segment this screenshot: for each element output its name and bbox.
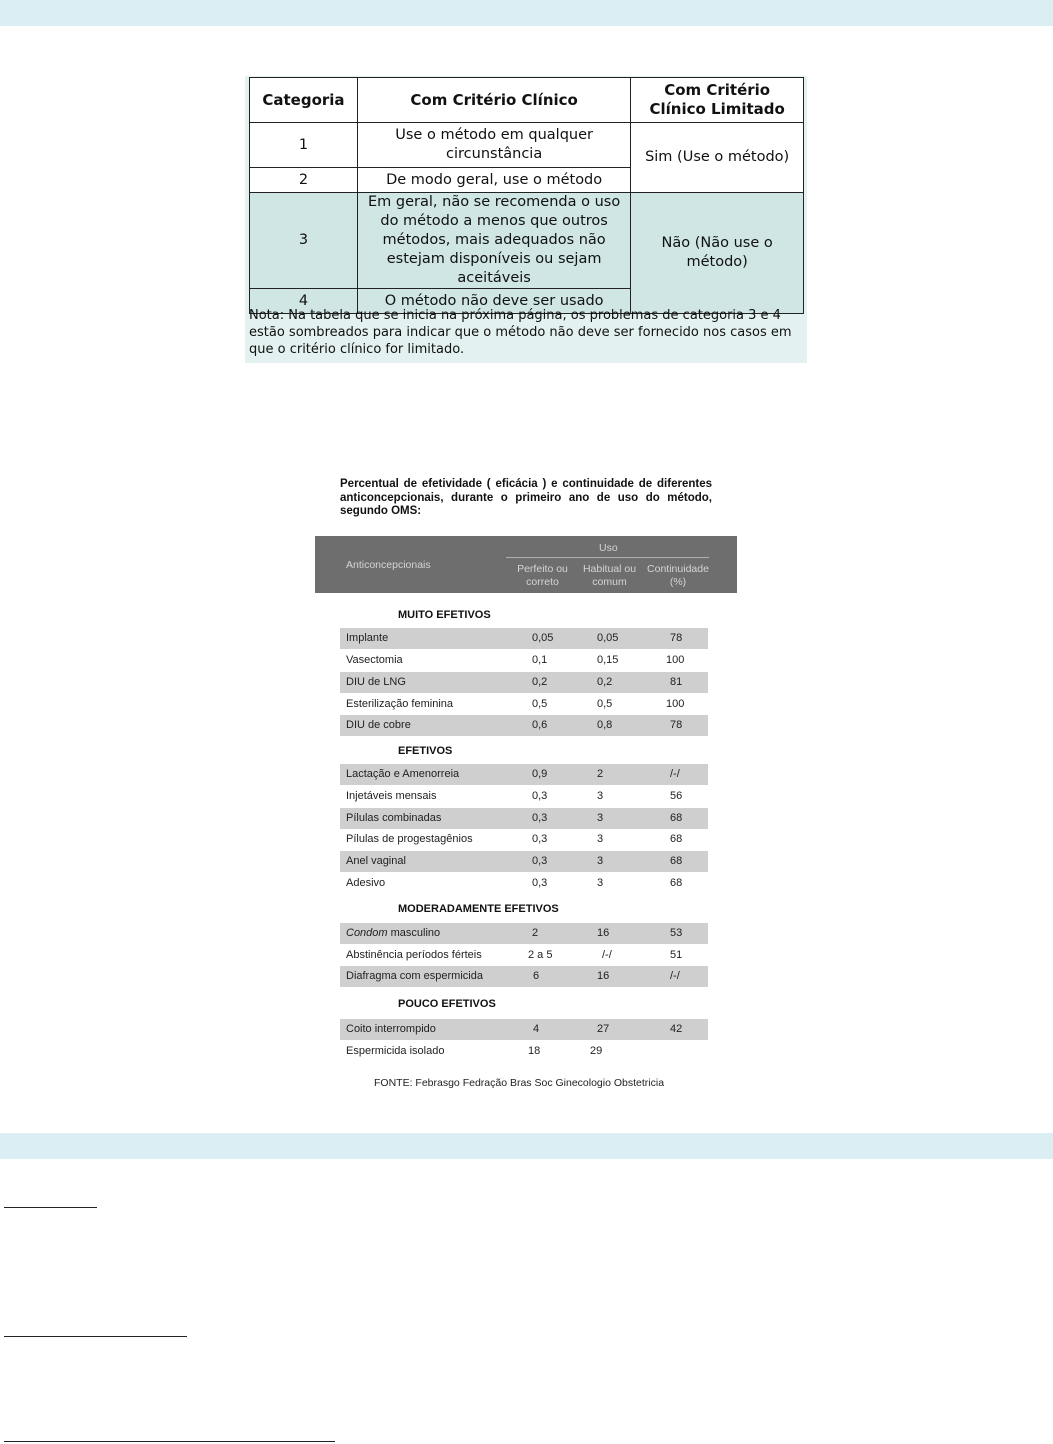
table-row: Condom masculino 2 16 53 xyxy=(340,923,708,944)
table-row: Vasectomia 0,1 0,15 100 xyxy=(346,654,685,666)
header-divider xyxy=(506,557,709,558)
table-row: Abstinência períodos férteis 2 a 5 /-/ 51 xyxy=(346,949,683,961)
table-row: DIU de cobre 0,6 0,8 78 xyxy=(340,715,708,736)
table-row: Pílulas combinadas 0,3 3 68 xyxy=(340,808,708,829)
cell-limitado-nao: Não (Não use o método) xyxy=(631,193,804,314)
table-row: Espermicida isolado 18 29 xyxy=(346,1045,603,1057)
cell-categoria: 3 xyxy=(250,193,358,289)
cell-categoria: 2 xyxy=(250,168,358,193)
underline-rule xyxy=(4,1336,187,1337)
criteria-note: Nota: Na tabela que se inicia na próxima página, os problemas de categoria 3 e 4 estão sombreados para indicar que o método não deve ser fornecido nos casos em que o critério clínico for limitado. xyxy=(249,308,792,357)
section-band xyxy=(0,1133,1053,1159)
underline-rule xyxy=(4,1207,97,1208)
cell-clinico: De modo geral, use o método xyxy=(357,168,630,193)
table-row: Anel vaginal 0,3 3 68 xyxy=(340,851,708,872)
header-criterio-clinico: Com Critério Clínico xyxy=(357,78,630,123)
header-uso: Uso xyxy=(599,542,618,554)
criteria-table xyxy=(249,77,804,314)
table-row: Adesivo 0,3 3 68 xyxy=(346,877,683,889)
section-title: MODERADAMENTE EFETIVOS xyxy=(398,903,559,915)
header-habitual: Habitual ou comum xyxy=(582,563,637,588)
header-continuidade: Continuidade (%) xyxy=(647,563,709,588)
table-row: Implante 0,05 0,05 78 xyxy=(340,628,708,649)
criteria-table-figure xyxy=(245,76,807,363)
cell-categoria: 4 xyxy=(250,289,358,314)
cell-clinico: Em geral, não se recomenda o uso do método a menos que outros métodos, mais adequados não estejam disponíveis ou sejam aceitáveis xyxy=(357,193,630,289)
source-caption: FONTE: Febrasgo Fedração Bras Soc Ginecologio Obstetricia xyxy=(374,1077,665,1089)
table-row: Pílulas de progestagênios 0,3 3 68 xyxy=(346,833,683,845)
effectiveness-title: Percentual de efetividade ( eficácia ) e continuidade de diferentes anticoncepcionais, durante o primeiro ano de uso do método, segundo OMS: xyxy=(340,478,712,517)
cell-clinico: O método não deve ser usado xyxy=(357,289,630,314)
cell-categoria: 1 xyxy=(250,123,358,168)
section-title: POUCO EFETIVOS xyxy=(398,998,496,1010)
table-row: Coito interrompido 4 27 42 xyxy=(340,1019,708,1040)
top-band xyxy=(0,0,1053,26)
table-row: DIU de LNG 0,2 0,2 81 xyxy=(340,672,708,693)
header-criterio-limitado: Com Critério Clínico Limitado xyxy=(631,78,804,123)
section-title: EFETIVOS xyxy=(398,745,453,757)
table-row: Injetáveis mensais 0,3 3 56 xyxy=(346,790,683,802)
header-anticoncepcionais: Anticoncepcionais xyxy=(346,559,431,571)
table-row: Esterilização feminina 0,5 0,5 100 xyxy=(346,698,685,710)
effectiveness-header xyxy=(315,536,737,593)
cell-clinico: Use o método em qualquer circunstância xyxy=(357,123,630,168)
header-categoria: Categoria xyxy=(250,78,358,123)
section-title: MUITO EFETIVOS xyxy=(398,609,491,621)
cell-limitado-sim: Sim (Use o método) xyxy=(631,123,804,193)
table-row: Diafragma com espermicida 6 16 /-/ xyxy=(340,966,708,987)
header-perfeito: Perfeito ou correto xyxy=(517,563,568,588)
table-row: Lactação e Amenorreia 0,9 2 /-/ xyxy=(340,764,708,785)
underline-rule xyxy=(4,1441,335,1442)
